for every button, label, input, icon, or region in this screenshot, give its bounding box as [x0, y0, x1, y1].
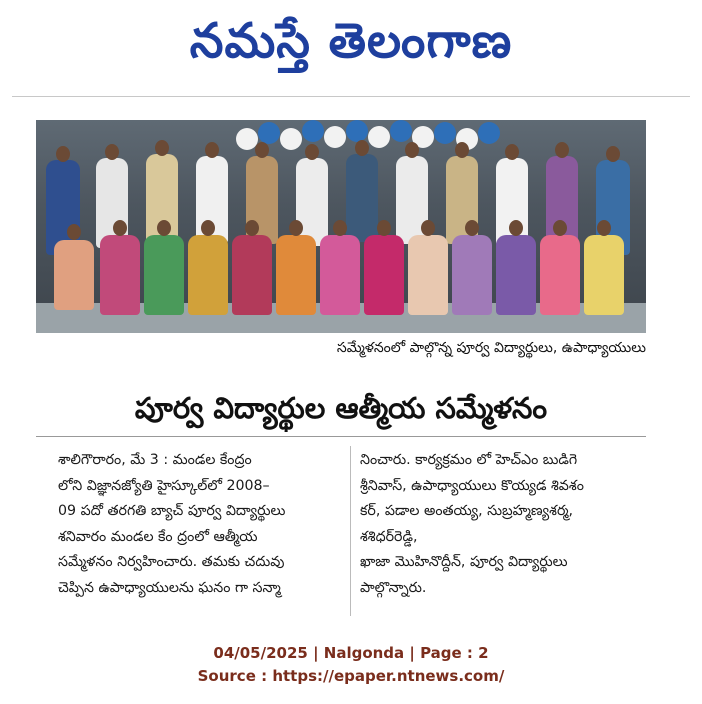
headline-divider [36, 436, 646, 437]
article-line: కర్, పడాల అంతయ్య, సుబ్రహ్మణ్యశర్మ, [360, 503, 574, 519]
article-line: ఖాజా మొహినొద్దీన్, పూర్వ విద్యార్థులు [360, 554, 568, 570]
group-photo [36, 120, 646, 333]
article-line: లోని విజ్ఞానజ్యోతి హైస్కూల్‌లో 2008– [58, 477, 270, 494]
edition-info: 04/05/2025 | Nalgonda | Page : 2 [213, 644, 489, 662]
article-line: సమ్మేళనం నిర్వహించారు. తమకు చదువు [58, 554, 285, 570]
article-column-left [58, 448, 348, 601]
article-line: పాల్గొన్నారు. [360, 579, 427, 596]
article-headline: పూర్వ విద్యార్థుల ఆత్మీయ సమ్మేళనం [134, 391, 548, 425]
article-line: చెప్పిన ఉపాధ్యాయులను ఘనం గా సన్మా [58, 579, 281, 596]
article-line: శనివారం మండల కేం ద్రంలో ఆత్మీయ [58, 528, 258, 545]
article-column-right [360, 448, 650, 601]
article-line: శశిధర్‌రెడ్డి, [360, 528, 418, 545]
masthead-divider [12, 96, 690, 97]
article-line: 09 పదో తరగతి బ్యాచ్ పూర్వ విద్యార్థులు [58, 503, 286, 519]
column-divider [350, 446, 351, 616]
article-line: శాలిగౌరారం, మే 3 : మండల కేంద్రం [58, 452, 252, 468]
photo-caption: సమ్మేళనంలో పాల్గొన్న పూర్వ విద్యార్థులు, ఉపాధ్యాయులు [336, 340, 646, 356]
article-line: నించారు. కార్యక్రమం లో హెచ్ఎం బుడిగె [360, 452, 578, 468]
newspaper-masthead: నమస్తే తెలంగాణ [189, 13, 513, 69]
source-link[interactable]: Source : https://epaper.ntnews.com/ [197, 667, 505, 685]
balloon-arch [236, 120, 516, 156]
article-line: శ్రీనివాస్, ఉపాధ్యాయులు కొయ్యడ శివశం [360, 477, 584, 494]
